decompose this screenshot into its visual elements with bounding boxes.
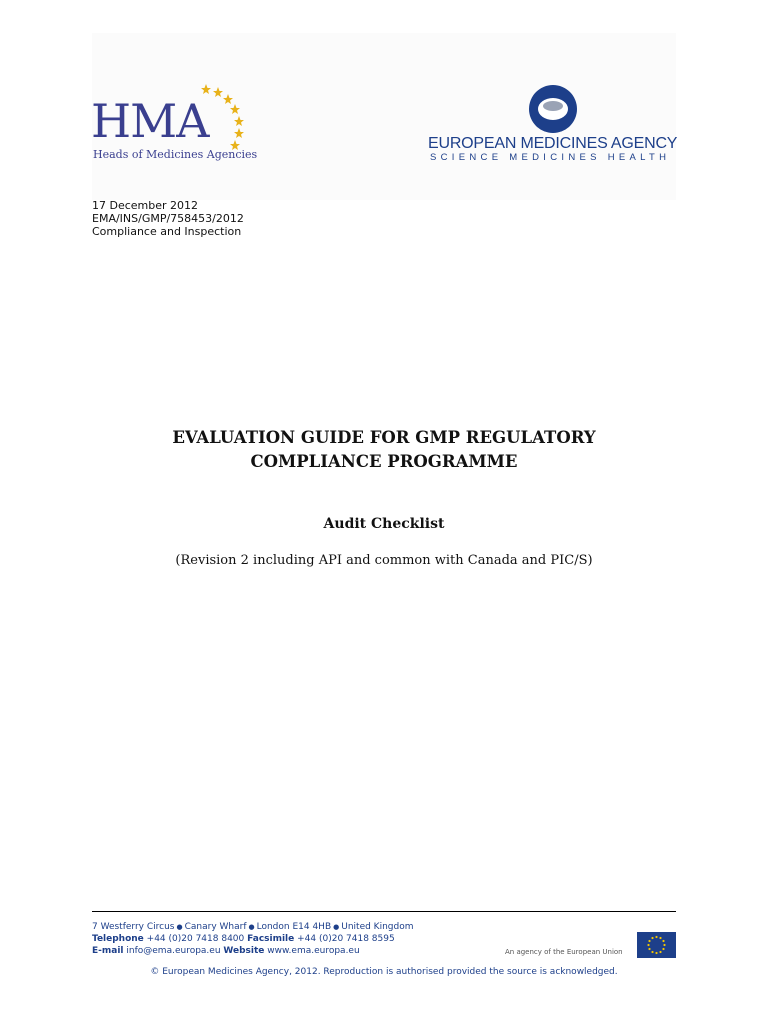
footer-contact	[92, 921, 414, 957]
title-line-2: COMPLIANCE PROGRAMME	[250, 452, 518, 471]
title-line-1: EVALUATION GUIDE FOR GMP REGULATORY	[172, 428, 596, 447]
website-label: Website	[223, 946, 265, 956]
document-subtitle: Audit Checklist	[323, 516, 445, 532]
facsimile-value: +44 (0)20 7418 8595	[297, 934, 395, 944]
email-label: E-mail	[92, 946, 124, 956]
facsimile-label: Facsimile	[247, 934, 295, 944]
website-link[interactable]: www.ema.europa.eu	[267, 946, 360, 956]
hma-logo-text: HMA	[91, 94, 209, 148]
ema-tagline: SCIENCE MEDICINES HEALTH	[430, 152, 671, 163]
address-district: Canary Wharf	[184, 922, 247, 932]
document-date: 17 December 2012	[92, 199, 199, 212]
hma-subtitle: Heads of Medicines Agencies	[93, 148, 258, 161]
document-title	[0, 426, 768, 474]
address-street: 7 Westferry Circus	[92, 922, 175, 932]
ema-emblem-icon	[528, 84, 578, 134]
hma-stars-icon	[200, 84, 250, 154]
document-department: Compliance and Inspection	[92, 225, 242, 238]
footer-phone-line	[92, 933, 414, 945]
footer-address: 7 Westferry Circus ● Canary Wharf ● London E14 4HB ● United Kingdom	[92, 922, 414, 932]
copyright-notice: © European Medicines Agency, 2012. Reproduction is authorised provided the source is acknowledged.	[150, 967, 618, 977]
document-meta	[92, 199, 244, 238]
address-country: United Kingdom	[341, 922, 414, 932]
telephone-label: Telephone	[92, 934, 144, 944]
document-reference: EMA/INS/GMP/758453/2012	[92, 212, 244, 225]
address-city: London E14 4HB	[256, 922, 332, 932]
document-revision: (Revision 2 including API and common with Canada and PIC/S)	[175, 553, 593, 568]
telephone-value: +44 (0)20 7418 8400	[146, 934, 245, 944]
footer-web-line	[92, 945, 414, 957]
email-link[interactable]: info@ema.europa.eu	[126, 946, 221, 956]
footer-divider	[92, 911, 676, 912]
ema-name: EUROPEAN MEDICINES AGENCY	[428, 135, 678, 152]
agency-note: An agency of the European Union	[505, 948, 623, 956]
eu-flag-icon	[637, 932, 676, 958]
